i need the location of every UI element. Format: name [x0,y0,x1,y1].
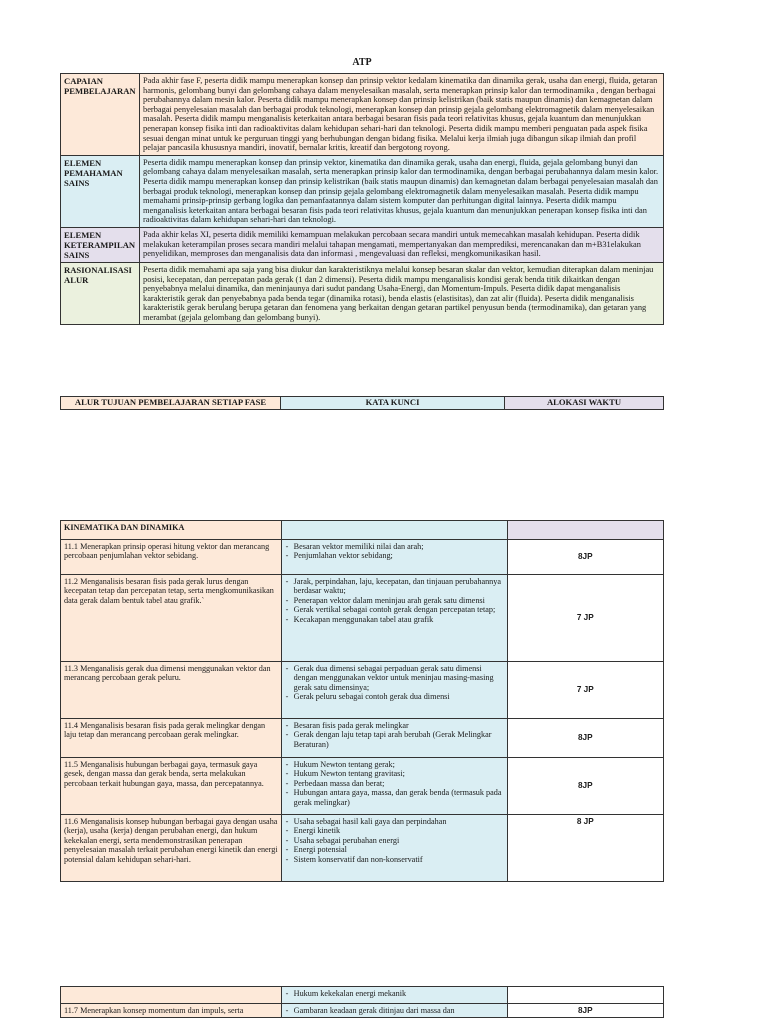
keyword-cell [281,719,507,758]
empty-cell [281,521,507,540]
section-title-row [61,521,664,540]
keyword-item: - Usaha sebagai perubahan energi [285,836,504,845]
section-title: KINEMATIKA DAN DINAMIKA [61,521,282,540]
keyword-item: - Sistem konservatif dan non-konservatif [285,855,504,864]
table-row [61,540,664,575]
section-label: ELEMEN KETERAMPILAN SAINS [61,227,140,262]
keyword-item: - Penjumlahan vektor sebidang; [285,551,504,560]
section-row-capaian [61,74,664,156]
keyword-list [285,664,504,702]
section-label: ELEMEN PEMAHAMAN SAINS [61,155,140,227]
atp-overview-table [60,73,664,325]
goal-cell: 11.5 Menganalisis hubungan berbagai gaya, termasuk gaya gesek, dengan massa dan gerak benda, serta melakukan percobaan terkait hubungan gaya, massa, dan percepatannya. [61,758,282,815]
keyword-item: - Gerak peluru sebagai contoh gerak dua dimensi [285,692,504,701]
keyword-item: - Energi kinetik [285,826,504,835]
time-cell: 7 JP [507,575,663,662]
keyword-list [285,542,504,561]
table-row [61,1004,664,1018]
goal-cell: 11.2 Menganalisis besaran fisis pada gerak lurus dengan kecepatan tetap dan percepatan tetap, serta mengkomunikasikan data gerak dalam bentuk tabel atau grafik.` [61,575,282,662]
keyword-cell [281,987,507,1004]
keyword-cell [281,815,507,882]
keyword-item: - Kecakapan menggunakan tabel atau grafik [285,615,504,624]
keyword-cell [281,575,507,662]
keyword-list [285,721,504,749]
table-row [61,575,664,662]
header-alokasi-waktu: ALOKASI WAKTU [505,397,664,410]
keyword-item: - Gerak vertikal sebagai contoh gerak dengan percepatan tetap; [285,605,504,614]
header-kata-kunci: KATA KUNCI [281,397,505,410]
keyword-item: - Gerak dua dimensi sebagai perpaduan gerak satu dimensi dengan menggunakan vektor untuk meninjau masing-masing gerak satu dimensinya; [285,664,504,692]
time-cell: 8JP [507,540,663,575]
keyword-cell [281,662,507,719]
section-label: CAPAIAN PEMBELAJARAN [61,74,140,156]
keyword-item: - Gerak dengan laju tetap tapi arah berubah (Gerak Melingkar Beraturan) [285,730,504,749]
keyword-item: - Hubungan antara gaya, massa, dan gerak benda (termasuk pada gerak melingkar) [285,788,504,807]
goal-cell: 11.4 Menganalisis besaran fisis pada gerak melingkar dengan laju tetap dan merancang percobaan gerak melingkar. [61,719,282,758]
document-title: ATP [352,57,372,68]
header-alur-tujuan: ALUR TUJUAN PEMBELAJARAN SETIAP FASE [61,397,281,410]
keyword-list [285,760,504,807]
keyword-item: - Hukum Newton tentang gravitasi; [285,769,504,778]
goal-cell: 11.7 Menerapkan konsep momentum dan impuls, serta [61,1004,282,1018]
section-text: Peserta didik mampu menerapkan konsep dan prinsip vektor, kinematika dan dinamika gerak, usaha dan energi, fluida, gejala gelombang bunyi dan gelombang cahaya dalam menyelesaikan masalah, serta menerapkan prinsip kalor dan termodinamika, dengan berbagai perubahannya dalam mesin kalor. Peserta didik mampu menerapkan konsep dan prinsip kelistrikan (baik statis maupun dinamis) dan kemagnetan dalam berbagai penyelesaian masalah dan berbagai produk teknologi, menerapkan konsep dan prinsip gejala gelombang elektromagnetik dalam menyelesaikan masalah. Peserta didik mampu memahami prinsip-prinsip gerbang logika dan pemanfaatannya dalam sistem komputer dan perhitungan digital lainnya. Peserta didik mampu menganalisis keterkaitan antara berbagai besaran fisis pada teori relativitas khusus, gejala kuantum dan menunjukkan penerapan konsep fisika inti dan radioaktivitas dalam kehidupan sehari-hari dan teknologi. [140,155,664,227]
kinematika-table [60,520,664,882]
table-row [61,758,664,815]
section-row-rasionalisasi [61,262,664,325]
keyword-item: - Besaran vektor memiliki nilai dan arah; [285,542,504,551]
keyword-item: - Usaha sebagai hasil kali gaya dan perpindahan [285,817,504,826]
keyword-item: - Perbedaan massa dan berat; [285,779,504,788]
goal-cell [61,987,282,1004]
keyword-item: - Besaran fisis pada gerak melingkar [285,721,504,730]
time-cell: 8JP [507,719,663,758]
time-cell: 7 JP [507,662,663,719]
section-text: Pada akhir kelas XI, peserta didik memiliki kemampuan melakukan percobaan secara mandiri untuk memecahkan masalah kehidupan. Peserta didik melakukan keterampilan proses secara mandiri melalui tahapan mengamati, mempertanyakan dan memprediksi, merencanakan dan m+B31elakukan penyelidikan, memproses dan menganalisis data dan informasi , mengevaluasi dan refleksi, mengkomunikasikan hasil. [140,227,664,262]
keyword-item: - Hukum Newton tentang gerak; [285,760,504,769]
table-row [61,987,664,1004]
goal-cell: 11.6 Menganalisis konsep hubungan berbagai gaya dengan usaha (kerja), usaha (kerja) dengan perubahan energi, dan hukum kekekalan energi, serta mendemonstrasikan penerapan penyelesaian masalah terkait perubahan energi kinetik dan energi potensial dalam kehidupan sehari-hari. [61,815,282,882]
time-cell: 8JP [507,758,663,815]
goal-cell: 11.1 Menerapkan prinsip operasi hitung vektor dan merancang percobaan penjumlahan vektor sebidang. [61,540,282,575]
keyword-item: - Gambaran keadaan gerak ditinjau dari massa dan [285,1006,504,1015]
column-header-row [60,396,664,410]
keyword-item: - Energi potensial [285,845,504,854]
keyword-list [285,817,504,864]
table-row [61,719,664,758]
time-cell [507,987,663,1004]
section-text: Pada akhir fase F, peserta didik mampu menerapkan konsep dan prinsip vektor kedalam kinematika dan dinamika gerak, usaha dan energi, fluida, getaran harmonis, gelombang bunyi dan gelombang cahaya dalam menyelesaikan masalah, serta menerapkan prinsip kalor dan termodinamika , dengan berbagai perubahannya dalam mesin kalor. Peserta didik mampu menerapkan konsep dan prinsip kelistrikan (baik statis maupun dinamis) dan kemagnetan dalam berbagai penyelesaian masalah dan berbagai produk teknologi, menerapkan konsep dan prinsip gejala gelombang elektromagnetik dalam menyelesaikan masalah. Peserta didik mampu menganalisis keterkaitan antara berbagai besaran fisis pada teori relativitas khusus, gejala kuantum dan menunjukkan penerapan konsep fisika inti dan radioaktivitas dalam kehidupan sehari-hari dan teknologi. Peserta didik mampu memberi penguatan pada aspek fisika sesuai dengan minat untuk ke perguruan tinggi yang berhubungan dengan bidang fisika. Melalui kerja ilmiah juga dibangun sikap ilmiah dan profil pelajar pancasila khususnya mandiri, inovatif, bernalar kritis, kreatif dan bergotong royong. [140,74,664,156]
keyword-cell [281,1004,507,1018]
continuation-table [60,986,664,1018]
keyword-cell [281,540,507,575]
keyword-item: - Penerapan vektor dalam meninjau arah gerak satu dimensi [285,596,504,605]
table-row [61,662,664,719]
goal-cell: 11.3 Menganalisis gerak dua dimensi menggunakan vektor dan merancang percobaan gerak peluru. [61,662,282,719]
table-row [61,815,664,882]
keyword-item: - Jarak, perpindahan, laju, kecepatan, dan tinjauan perubahannya berdasar waktu; [285,577,504,596]
section-row-keterampilan [61,227,664,262]
keyword-list [285,577,504,624]
time-cell: 8 JP [507,815,663,882]
section-row-pemahaman [61,155,664,227]
keyword-cell [281,758,507,815]
time-cell: 8JP [507,1004,663,1018]
section-text: Peserta didik memahami apa saja yang bisa diukur dan karakteristiknya melalui konsep besaran skalar dan vektor, kemudian diterapkan dalam meninjau posisi, kecepatan, dan percepatan pada gerak (1 dan 2 dimensi). Peserta didik mampu menganalisis kondisi gerak benda titik dikaitkan dengan penyebabnya melalui dinamika, dan meninjaunya dari sudut pandang Usaha-Energi, dan Momentum-Impuls. Peserta didik dapat menganalisis karakteristik gerak dan penyebabnya pada benda tegar (dinamika rotasi), benda elastis (elastisitas), dan zat alir (fluida). Peserta didik menganalisis karakteristik gerak berulang berupa getaran dan fenomena yang berkaitan dengan getaran partikel penyusun benda (termodinamika), dan getaran yang merambat (gejala gelombang dan gelombang bunyi). [140,262,664,325]
keyword-item: - Hukum kekekalan energi mekanik [285,989,504,998]
section-label: RASIONALISASI ALUR [61,262,140,325]
empty-cell [507,521,663,540]
